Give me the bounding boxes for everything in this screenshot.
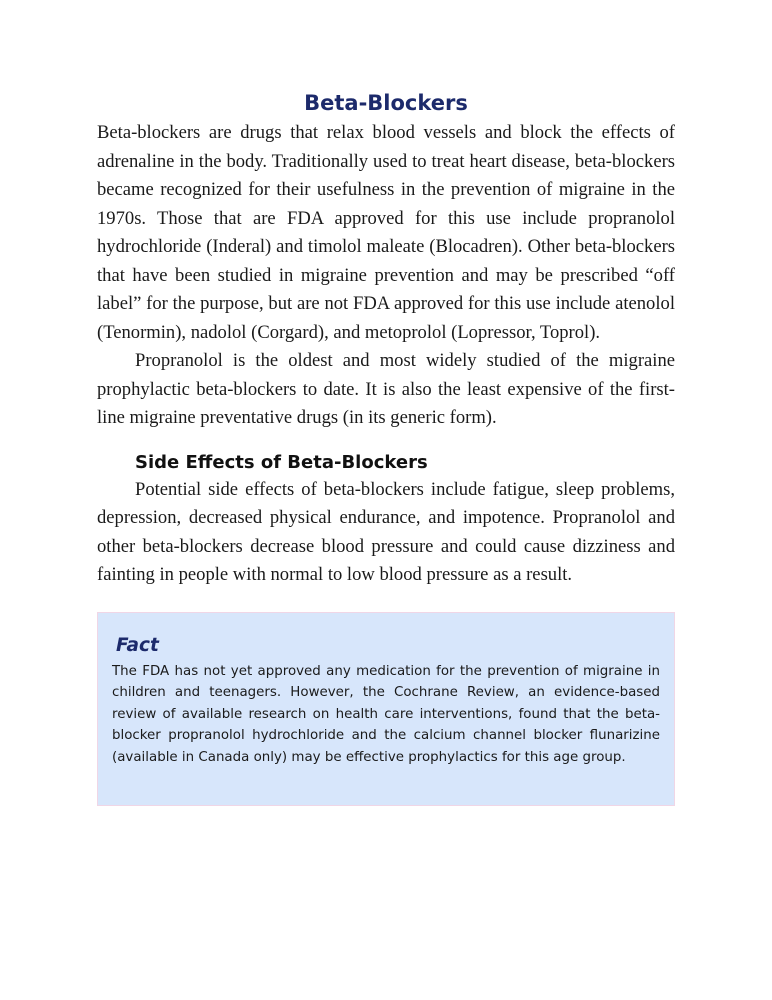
fact-callout-box bbox=[97, 612, 675, 806]
intro-paragraph-2: Propranolol is the oldest and most widely studied of the migraine prophylactic beta-blockers to date. It is also the least expensive of the first-line migraine preventative drugs (in its generic form). bbox=[97, 350, 675, 428]
document-page bbox=[97, 88, 675, 806]
side-effects-paragraph: Potential side effects of beta-blockers include fatigue, sleep problems, depression, decreased physical endurance, and impotence. Propranolol and other beta-blockers decrease blood pressure and could cause dizziness and fainting in people with normal to low blood pressure as a result. bbox=[97, 478, 675, 585]
intro-paragraph-1: Beta-blockers are drugs that relax blood vessels and block the effects of adrenaline in the body. Traditionally used to treat heart disease, beta-blockers became recognized for their usefulness in the prevention of migraine in the 1970s. Those that are FDA approved for this use include propranolol hydrochloride (Inderal) and timolol maleate (Blocadren). Other beta-blockers that have been studied in migraine prevention and may be prescribed “off label” for the purpose, but are not FDA approved for this use include atenolol (Tenormin), nadolol (Corgard), and metoprolol (Lopressor, Toprol). bbox=[97, 122, 675, 343]
fact-title: Fact bbox=[116, 634, 159, 656]
fact-text: The FDA has not yet approved any medication for the prevention of migraine in children and teenagers. However, the Cochrane Review, an evidence-based review of available research on health care interventions, found that the beta-blocker propranolol hydrochloride and the calcium channel blocker flunarizine (available in Canada only) may be effective prophylactics for this age group. bbox=[112, 663, 660, 765]
section-heading-side-effects: Side Effects of Beta-Blockers bbox=[135, 451, 428, 473]
page-title: Beta-Blockers bbox=[304, 91, 468, 115]
